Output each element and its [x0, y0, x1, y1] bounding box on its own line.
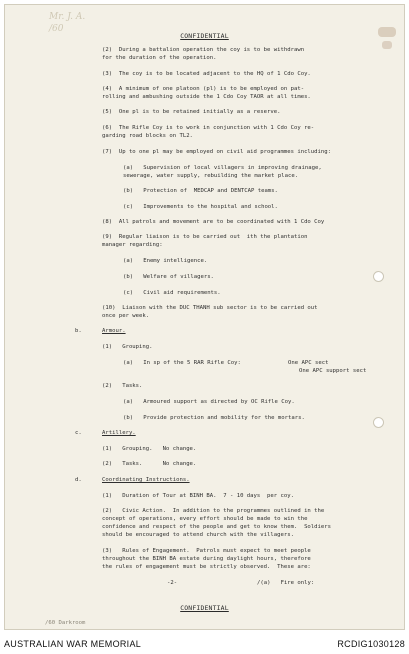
section-heading: Artillery.	[102, 430, 136, 436]
text-line: for the duration of the operation.	[102, 55, 217, 61]
text-line: (a) In sp of the 5 RAR Rifle Coy: One APC sect	[123, 360, 329, 366]
text-line: (7) Up to one pl may be employed on civil aid programmes including:	[102, 149, 332, 155]
classification-footer: CONFIDENTIAL	[180, 604, 229, 612]
text-line: -2-	[167, 580, 178, 586]
text-line: (2) Tasks.	[102, 383, 143, 389]
text-line: (2) Tasks. No change.	[102, 461, 197, 467]
text-line: (2) Civic Action. In addition to the programmes outlined in the	[102, 508, 325, 514]
text-line: (b) Welfare of villagers.	[123, 274, 214, 280]
margin-note: /60 Darkroom	[45, 620, 86, 626]
text-line: rolling and ambushing outside the 1 Cdo Coy TAOR at all times.	[102, 94, 311, 100]
text-line: sewerage, water supply, rebuilding the market place.	[123, 173, 299, 179]
paper-stain	[382, 41, 392, 49]
text-line: (c) Civil aid requirements.	[123, 290, 221, 296]
text-line: (1) Duration of Tour at BINH BA. 7 - 10 days per coy.	[102, 493, 294, 499]
text-line: (10) Liaison with the DUC THANH sub sector is to be carried out	[102, 305, 318, 311]
text-line: garding road blocks on TL2.	[102, 133, 193, 139]
text-line: (1) Grouping.	[102, 344, 153, 350]
classification-header: CONFIDENTIAL	[180, 32, 229, 40]
text-line: d.	[75, 477, 82, 483]
text-line: (a) Enemy intelligence.	[123, 258, 208, 264]
text-line: One APC support sect	[299, 368, 367, 374]
text-line: (c) Improvements to the hospital and school.	[123, 204, 278, 210]
text-line: (5) One pl is to be retained initially as a reserve.	[102, 109, 281, 115]
text-line: (9) Regular liaison is to be carried out ith the plantation	[102, 234, 308, 240]
text-line: throughout the BINH BA estate during daylight hours, therefore	[102, 556, 311, 562]
text-line: (8) All patrols and movement are to be coordinated with 1 Cdo Coy	[102, 219, 325, 225]
text-line: b.	[75, 328, 82, 334]
text-line: (3) The coy is to be located adjacent to the HQ of 1 Cdo Coy.	[102, 71, 311, 77]
text-line: confidence and respect of the people and get to know them. Soldiers	[102, 524, 332, 530]
section-heading: Armour.	[102, 328, 126, 334]
text-line: (2) During a battalion operation the coy is to be withdrawn	[102, 47, 305, 53]
handwritten-annotation: Mr. J. A. /60	[49, 12, 86, 34]
archive-reference: RCDIG1030128	[337, 639, 405, 649]
text-line: once per week.	[102, 313, 150, 319]
text-line: (a) Supervision of local villagers in improving drainage,	[123, 165, 322, 171]
punch-hole	[373, 417, 384, 428]
text-line: (b) Provide protection and mobility for the mortars.	[123, 415, 305, 421]
text-line: (a) Armoured support as directed by OC Rifle Coy.	[123, 399, 295, 405]
text-line: (6) The Rifle Coy is to work in conjunction with 1 Cdo Coy re-	[102, 125, 315, 131]
punch-hole	[373, 271, 384, 282]
text-line: /(a) Fire only:	[257, 580, 315, 586]
archive-footer	[0, 636, 409, 654]
text-line: manager regarding:	[102, 242, 163, 248]
text-line: (b) Protection of MEDCAP and DENTCAP teams.	[123, 188, 278, 194]
document-page	[4, 4, 405, 630]
text-line: (4) A minimum of one platoon (pl) is to be employed on pat-	[102, 86, 305, 92]
text-line: should be encouraged to attend church with the villagers.	[102, 532, 294, 538]
text-line: (1) Grouping. No change.	[102, 446, 197, 452]
text-line: concept of operations, every effort should be made to win the	[102, 516, 308, 522]
text-line: the rules of engagement must be strictly observed. These are:	[102, 564, 311, 570]
archive-name: AUSTRALIAN WAR MEMORIAL	[4, 639, 142, 649]
text-line: c.	[75, 430, 82, 436]
section-heading: Coordinating Instructions.	[102, 477, 190, 483]
text-line: (3) Rules of Engagement. Patrols must expect to meet people	[102, 548, 311, 554]
